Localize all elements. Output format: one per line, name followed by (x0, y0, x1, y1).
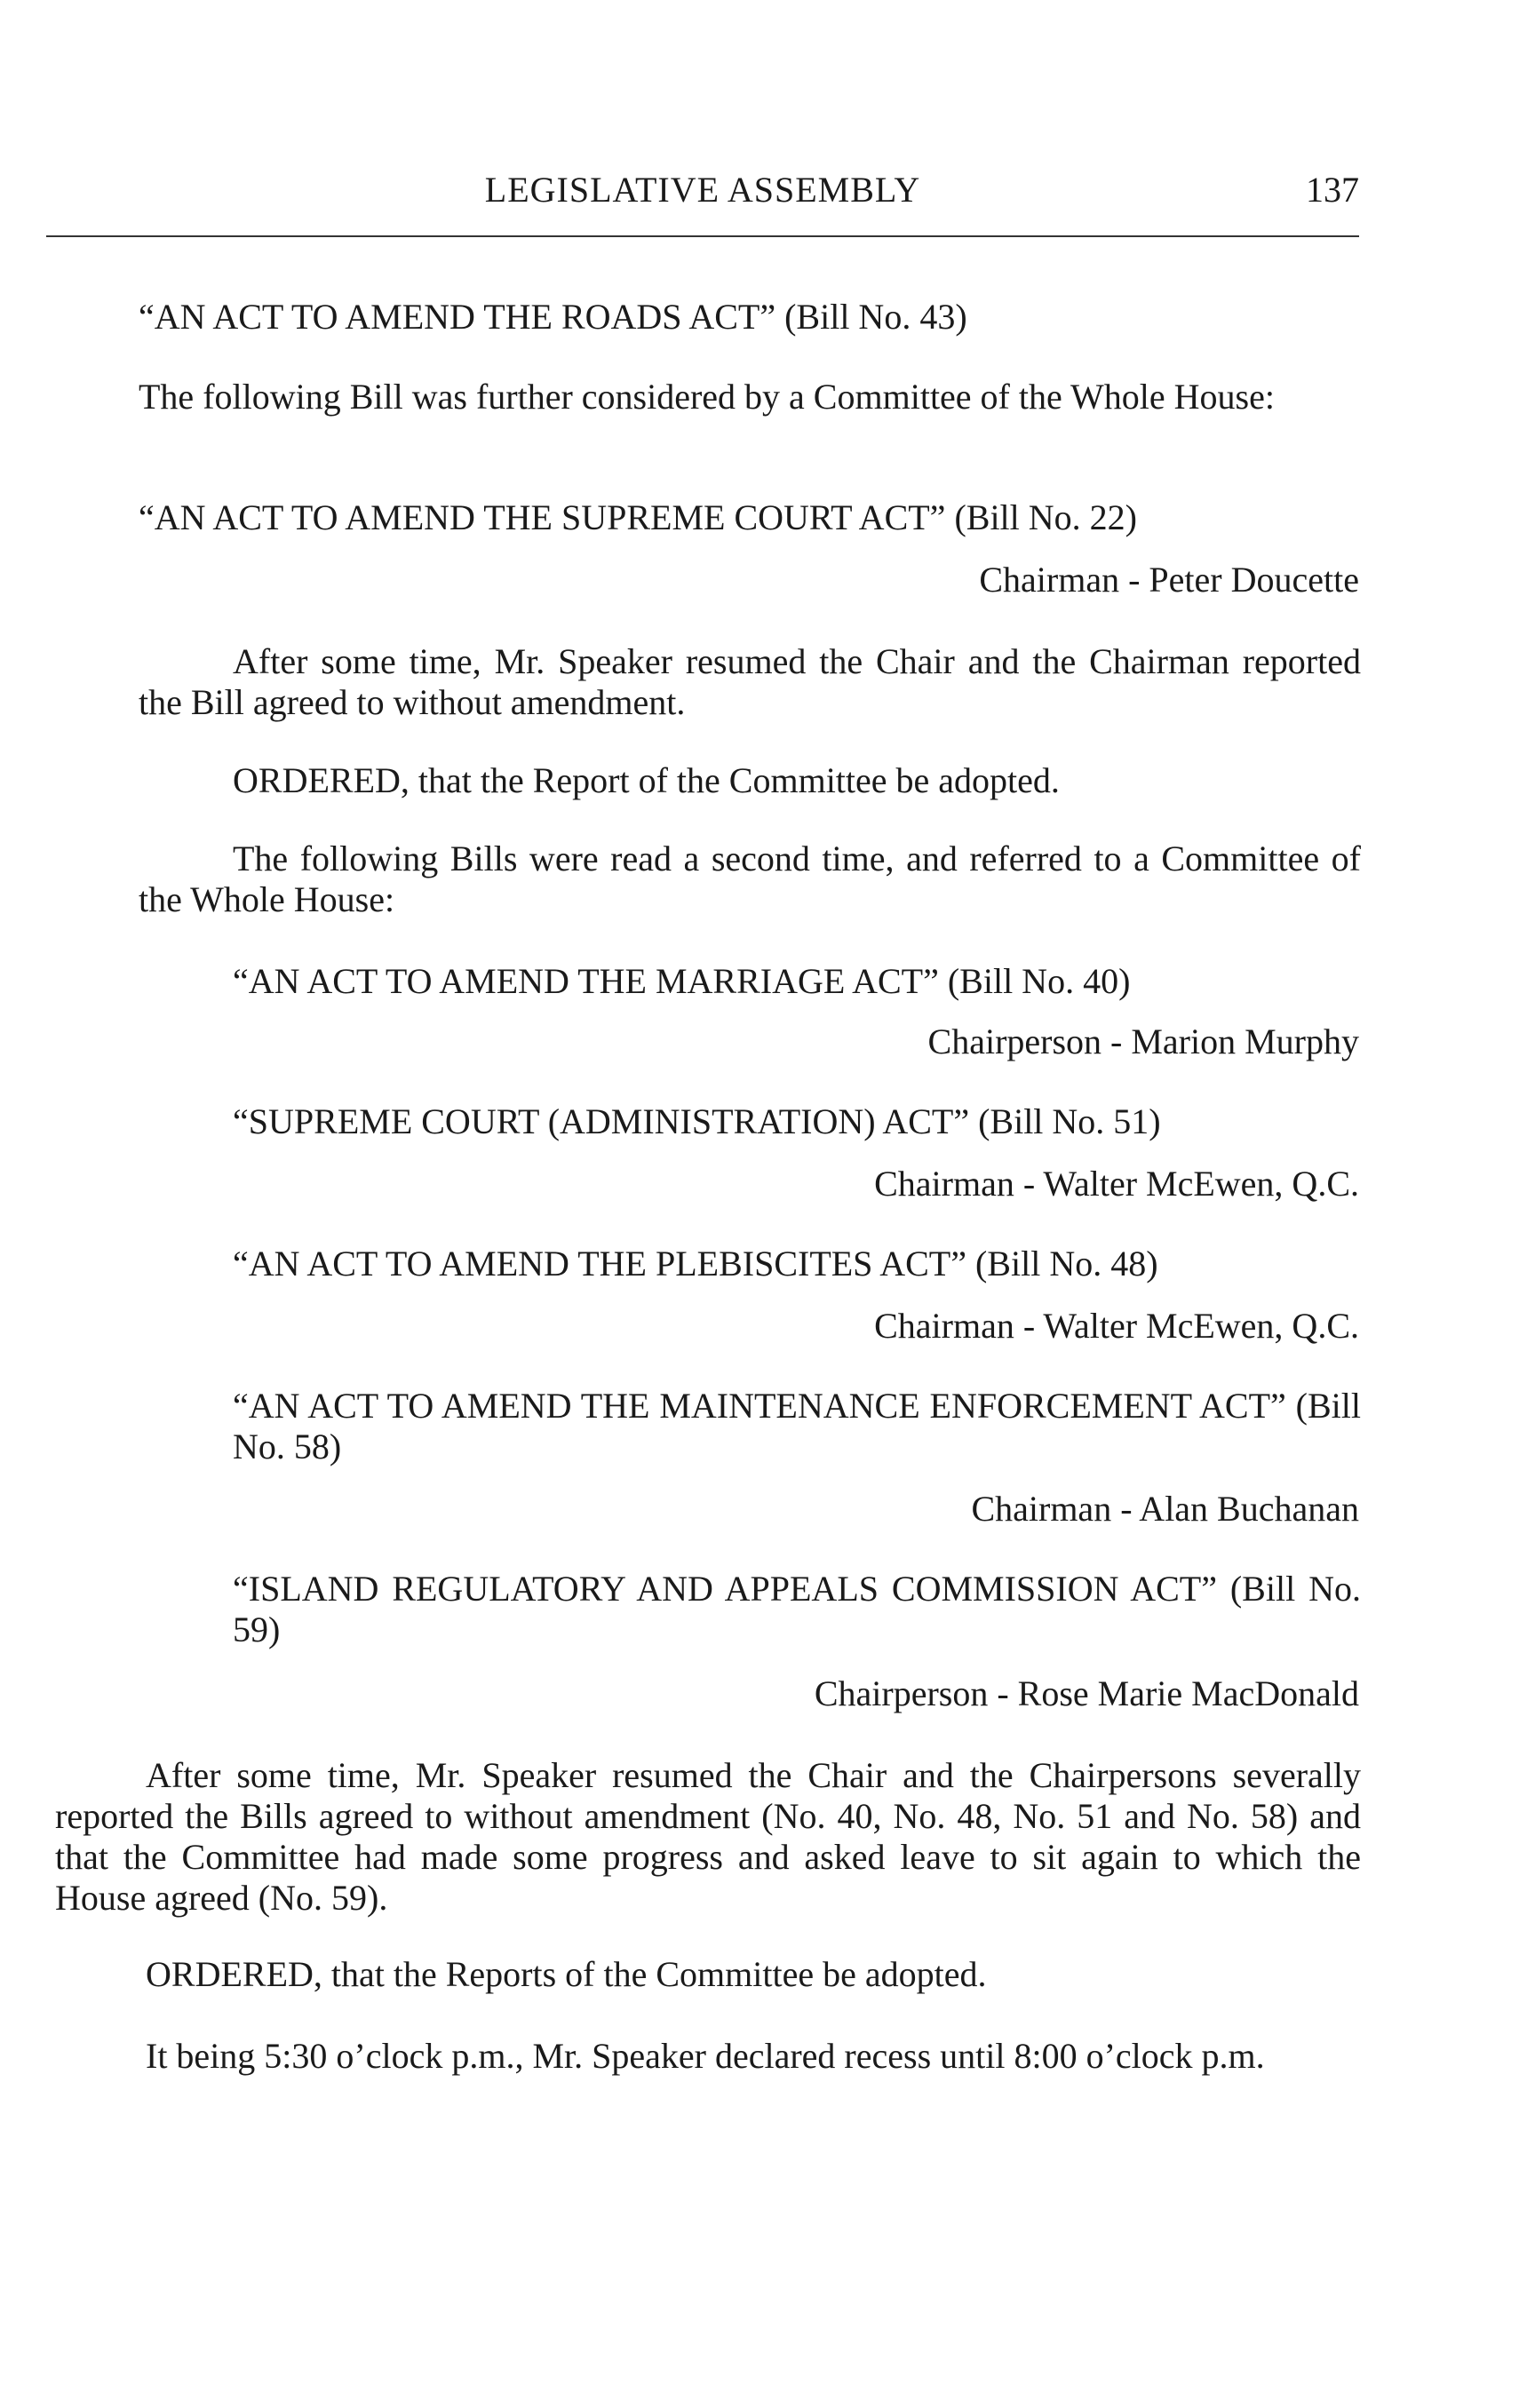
page-header (46, 169, 1359, 219)
header-title: LEGISLATIVE ASSEMBLY (484, 170, 921, 210)
bill-title-marriage-act: “AN ACT TO AMEND THE MARRIAGE ACT” (Bill No. 40) (233, 961, 1131, 1001)
bill-title-supreme-court-act: “AN ACT TO AMEND THE SUPREME COURT ACT” (Bill No. 22) (139, 497, 1137, 537)
bill-title-roads-act: “AN ACT TO AMEND THE ROADS ACT” (Bill No. 43) (139, 297, 967, 337)
chair-doucette: Chairman - Peter Doucette (979, 560, 1359, 600)
paragraph-further-considered: The following Bill was further considered by a Committee of the Whole House: (139, 377, 1275, 417)
header-rule (46, 235, 1359, 237)
bill-title-irac: “ISLAND REGULATORY AND APPEALS COMMISSION ACT” (Bill No. 59) (233, 1569, 1361, 1649)
recess-notice: It being 5:30 o’clock p.m., Mr. Speaker declared recess until 8:00 o’clock p.m. (146, 2036, 1265, 2076)
bill-title-plebiscites-act: “AN ACT TO AMEND THE PLEBISCITES ACT” (Bill No. 48) (233, 1244, 1158, 1283)
chair-mcewen-2: Chairman - Walter McEwen, Q.C. (874, 1306, 1359, 1346)
ordered-reports-adopted: ORDERED, that the Reports of the Committee be adopted. (146, 1954, 987, 1994)
paragraph-after-time-1-text: After some time, Mr. Speaker resumed the Chair and the Chairman reported the Bill agreed to without amendment. (139, 641, 1361, 722)
ordered-report-adopted: ORDERED, that the Report of the Committee be adopted. (233, 760, 1060, 800)
chair-buchanan: Chairman - Alan Buchanan (971, 1489, 1359, 1529)
paragraph-after-time-2: After some time, Mr. Speaker resumed the Chair and the Chairpersons severally reported the Bills agreed to without amendment (No. 40, No. 48, No. 51 and No. 58) and that the Committee had made some progress and asked leave to sit again to which the House agreed (No. 59). (55, 1755, 1361, 1918)
page-number: 137 (1306, 170, 1359, 210)
chair-murphy: Chairperson - Marion Murphy (927, 1021, 1359, 1061)
bill-title-supreme-court-administration: “SUPREME COURT (ADMINISTRATION) ACT” (Bill No. 51) (233, 1101, 1161, 1141)
chair-macdonald: Chairperson - Rose Marie MacDonald (814, 1673, 1359, 1713)
paragraph-after-time-1 (139, 641, 1361, 723)
chair-mcewen-1: Chairman - Walter McEwen, Q.C. (874, 1164, 1359, 1204)
bill-title-maintenance-enforcement: “AN ACT TO AMEND THE MAINTENANCE ENFORCEMENT ACT” (Bill No. 58) (233, 1386, 1361, 1466)
paragraph-second-time: The following Bills were read a second time, and referred to a Committee of the Whole House: (139, 838, 1361, 919)
